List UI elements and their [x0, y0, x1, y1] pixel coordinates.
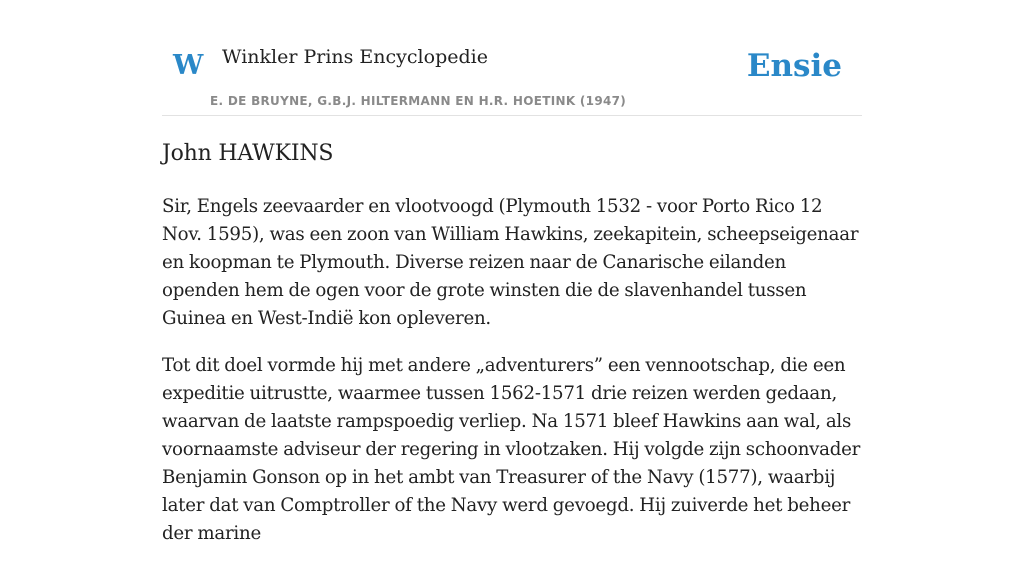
article-title: John HAWKINS	[162, 141, 334, 166]
publication-authors: E. DE BRUYNE, G.B.J. HILTERMANN EN H.R. HOETINK (1947)	[210, 94, 627, 108]
publication-title[interactable]: Winkler Prins Encyclopedie	[222, 46, 488, 68]
article-paragraph-1: Sir, Engels zeevaarder en vlootvoogd (Plymouth 1532 - voor Porto Rico 12 Nov. 1595), was een zoon van William Hawkins, zeekapitein, scheepseigenaar en koopman te Plymouth. Diverse reizen naar de Canarische eilanden openden hem de ogen voor de grote winsten die de slavenhandel tussen Guinea en West-Indië kon opleveren.	[162, 196, 859, 330]
publication-logo[interactable]: W	[173, 50, 204, 81]
ensie-logo-link[interactable]: Ensie	[746, 48, 842, 84]
article	[162, 136, 862, 567]
article-paragraph-2: Tot dit doel vormde hij met andere „adventurers” een vennootschap, die een expeditie uitrustte, waarmee tussen 1562-1571 drie reizen werden gedaan, waarvan de laatste rampspoedig verliep. Na 1571 bleef Hawkins aan wal, als voornaamste adviseur der regering in vlootzaken. Hij volgde zijn schoonvader Benjamin Gonson op in het ambt van Treasurer of the Navy (1577), waarbij later dat van Comptroller of the Navy werd gevoegd. Hij zuiverde het beheer der marine	[162, 355, 861, 545]
site-header	[162, 0, 862, 116]
